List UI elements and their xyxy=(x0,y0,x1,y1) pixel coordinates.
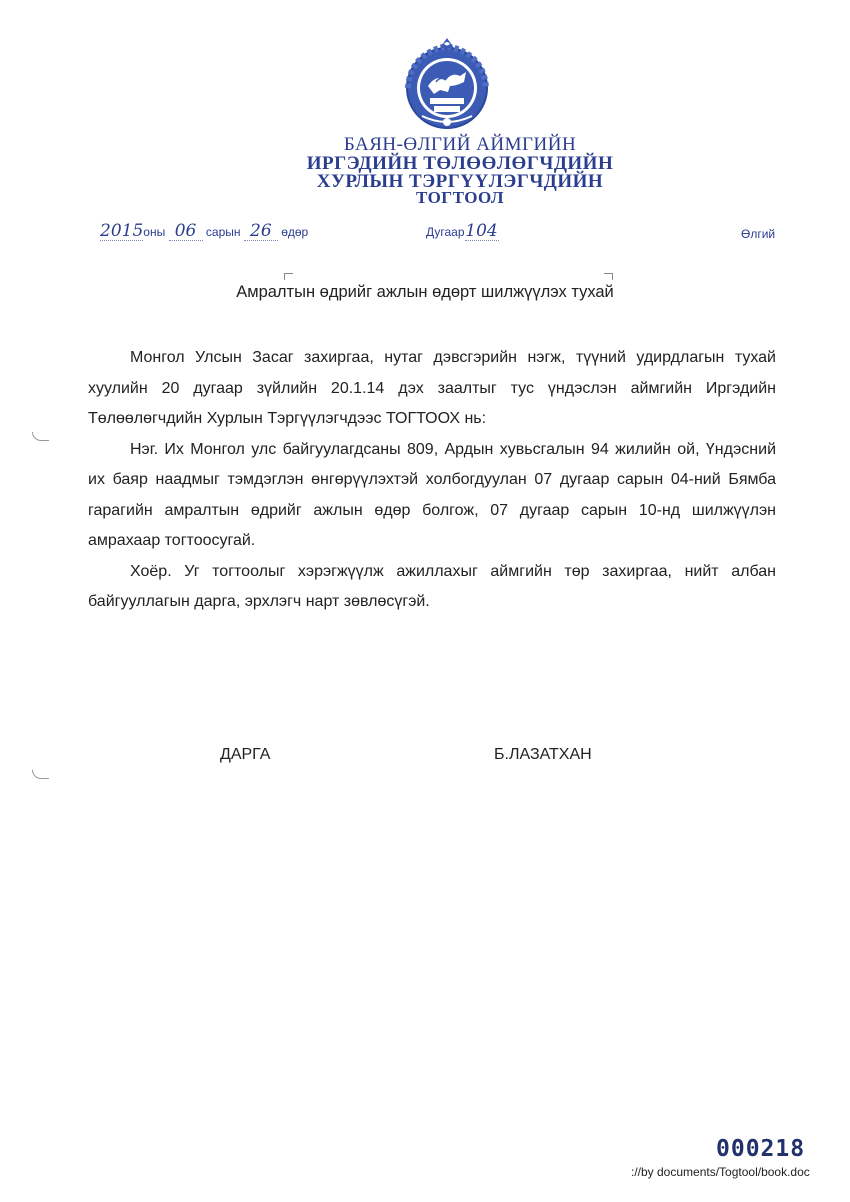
year-label: оны xyxy=(143,225,166,239)
number-field xyxy=(426,222,499,241)
month-label: сарын xyxy=(205,225,241,239)
state-emblem xyxy=(400,36,494,134)
year-handwritten: 2015 xyxy=(100,221,144,241)
decision-paragraph-2: Хоёр. Уг тогтоолыг хэрэгжүүлж ажиллахыг аймгийн төр захиргаа, нийт албан байгууллагын дарга, эрхлэгч нарт зөвлөсүгэй. xyxy=(88,562,776,610)
org-name-line-3: ХУРЛЫН ТЭРГҮҮЛЭГЧДИЙН xyxy=(316,171,604,192)
day-label: өдөр xyxy=(281,225,309,239)
place-label: Өлгий xyxy=(741,227,776,241)
signature-name: Б.ЛАЗАТХАН xyxy=(494,746,592,763)
month-handwritten: 06 xyxy=(169,222,203,241)
number-handwritten: 104 xyxy=(465,221,498,241)
org-name-line-1: БАЯН-ӨЛГИЙ АЙМГИЙН xyxy=(343,134,577,155)
preamble-paragraph: Монгол Улсын Засаг захиргаа, нутаг дэвсгэрийн нэгж, түүний удирдлагын тухай хуулийн 20 дугаар зүйлийн 20.1.14 дэх заалтыг тус үндэслэн аймгийн Иргэдийн Төлөөлөгчдийн Хурлын Тэргүүлэгчдээс ТОГТООХ нь: xyxy=(88,349,776,427)
punch-hole-mark xyxy=(32,770,49,779)
number-label: Дугаар xyxy=(426,225,465,239)
corner-mark-left xyxy=(284,273,293,280)
serial-stamp: 000218 xyxy=(716,1136,806,1162)
date-field xyxy=(100,222,308,241)
decision-paragraph-1: Нэг. Их Монгол улс байгуулагдсаны 809, Ардын хувьсгалын 94 жилийн ой, Үндэсний их баяр наадмыг тэмдэглэн өнгөрүүлэхтэй холбогдуулан 07 дугаар сарын 04-ний Бямба гарагийн амралтын өдрийг ажлын өдөр болгож, 07 дугаар сарын 10-нд шилжүүлэн амрахаар тогтоосугай. xyxy=(88,440,776,549)
org-name-line-2: ИРГЭДИЙН ТӨЛӨӨЛӨГЧДИЙН xyxy=(306,153,614,174)
document-type: ТОГТООЛ xyxy=(415,188,505,207)
corner-mark-right xyxy=(604,273,613,280)
punch-hole-mark xyxy=(32,432,49,441)
file-path: ://by documents/Togtool/book.doc xyxy=(631,1165,810,1179)
day-handwritten: 26 xyxy=(244,222,278,241)
document-title: Амралтын өдрийг ажлын өдөрт шилжүүлэх тухай xyxy=(236,283,614,301)
document-body xyxy=(88,343,776,618)
signature-position: ДАРГА xyxy=(220,746,271,763)
